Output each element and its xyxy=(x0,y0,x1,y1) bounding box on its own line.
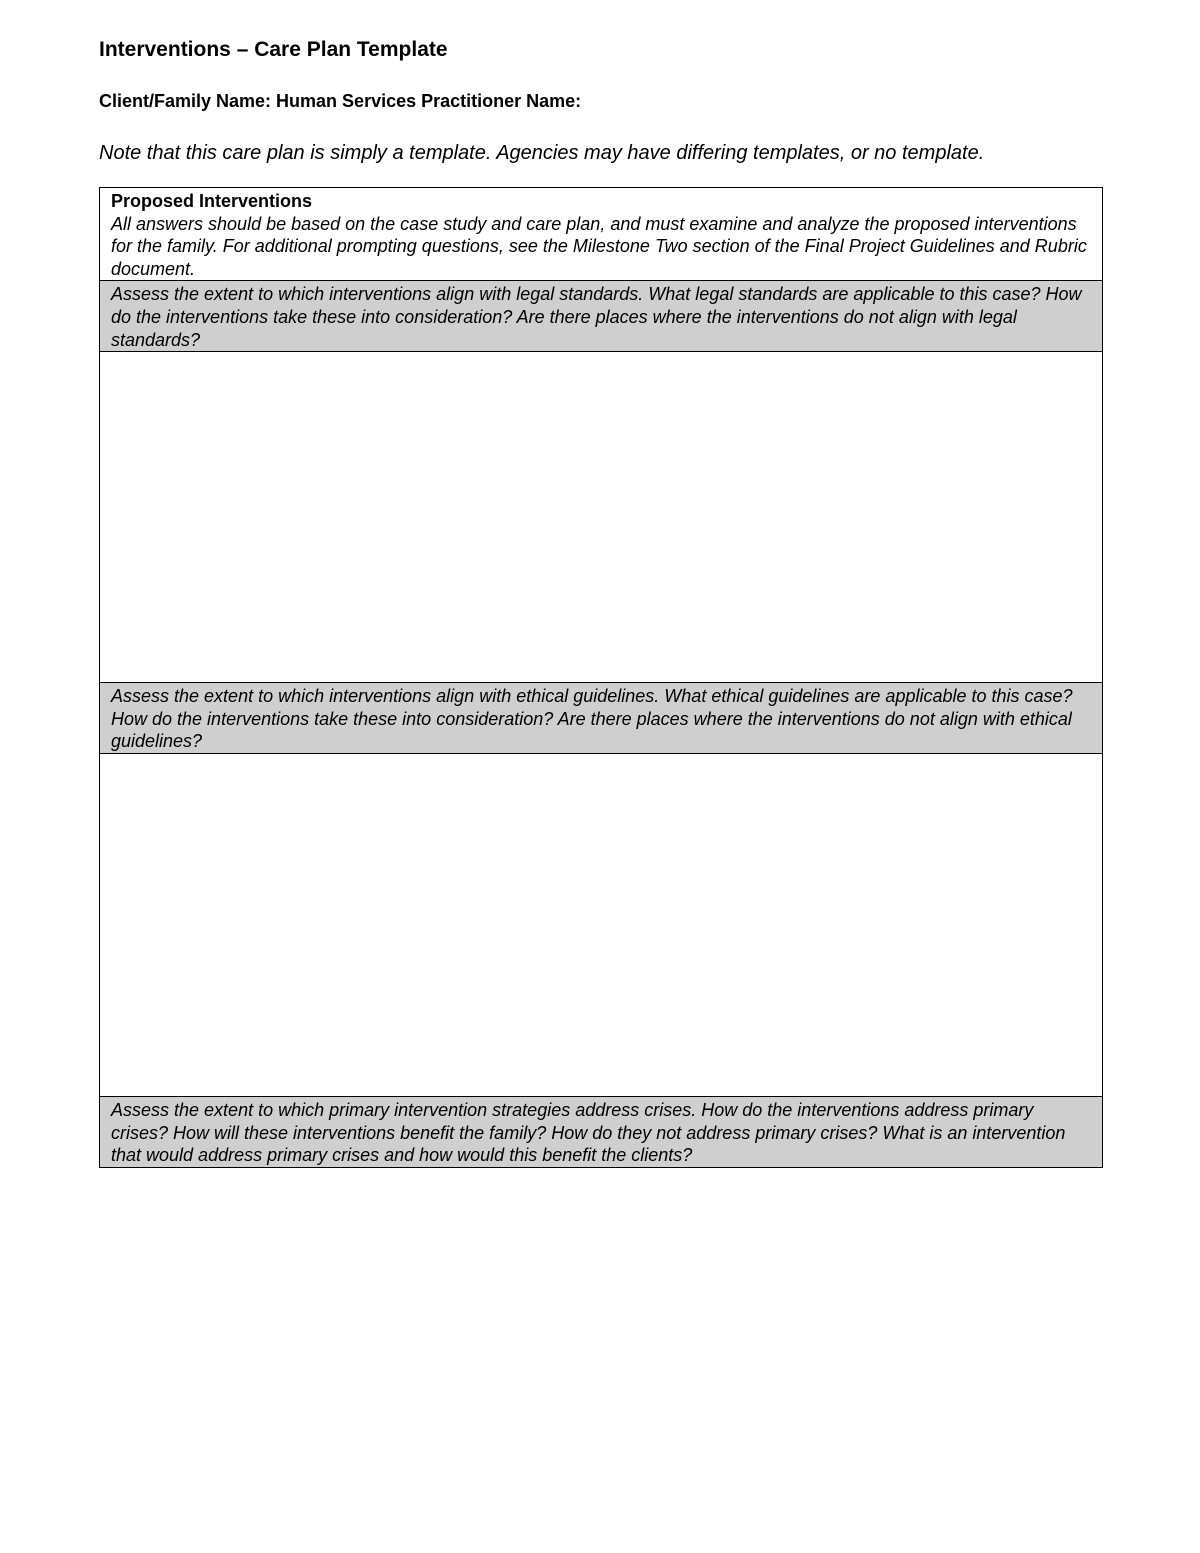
ethical-guidelines-answer-field[interactable] xyxy=(100,753,1103,1096)
legal-standards-answer-field[interactable] xyxy=(100,352,1103,683)
table-row xyxy=(100,1096,1103,1167)
table-row xyxy=(100,281,1103,352)
ethical-guidelines-prompt: Assess the extent to which interventions align with ethical guidelines. What ethical guidelines are applicable to this case? How do the interventions take these into consideration? Are there places where the interventions do not align with ethical guidelines? xyxy=(100,683,1103,754)
table-row xyxy=(100,683,1103,754)
page-title: Interventions – Care Plan Template xyxy=(99,38,448,61)
care-plan-table xyxy=(99,187,1103,1168)
table-row xyxy=(100,188,1103,281)
section-heading: Proposed Interventions xyxy=(111,191,313,211)
proposed-interventions-header-cell xyxy=(100,188,1103,281)
table-row xyxy=(100,352,1103,683)
template-note: Note that this care plan is simply a template. Agencies may have differing templates, or no template. xyxy=(99,142,985,164)
section-instructions: All answers should be based on the case study and care plan, and must examine and analyze the proposed interventions for the family. For additional prompting questions, see the Milestone Two section of the Final Project Guidelines and Rubric document. xyxy=(111,213,1087,279)
primary-crises-prompt: Assess the extent to which primary intervention strategies address crises. How do the interventions address primary crises? How will these interventions benefit the family? How do they not address primary crises? What is an intervention that would address primary crises and how would this benefit the clients? xyxy=(100,1096,1103,1167)
table-row xyxy=(100,753,1103,1096)
legal-standards-prompt: Assess the extent to which interventions align with legal standards. What legal standards are applicable to this case? How do the interventions take these into consideration? Are there places where the interventions do not align with legal standards? xyxy=(100,281,1103,352)
client-practitioner-name-line: Client/Family Name: Human Services Practitioner Name: xyxy=(99,91,582,111)
